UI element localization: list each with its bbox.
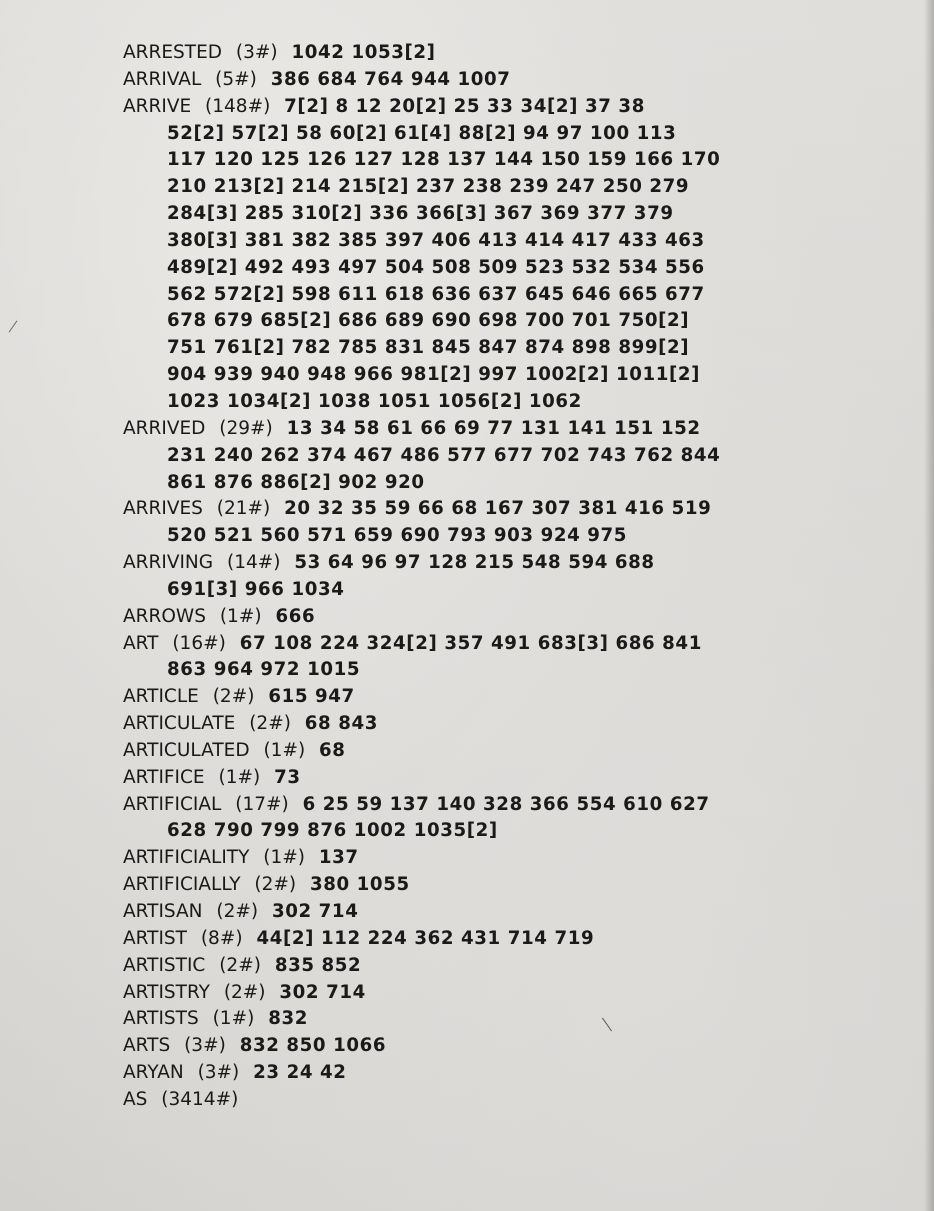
entry-count: (29#) [219, 417, 273, 439]
entry-headword: ARTISTS [123, 1008, 199, 1030]
index-entry [123, 94, 883, 416]
entry-count: (14#) [226, 552, 281, 574]
entry-first-line [123, 67, 883, 94]
entry-continuation-line [123, 443, 883, 470]
index-entry [123, 416, 883, 497]
entry-page-refs: 210 213[2] 214 215[2] 237 238 239 247 250 279 [167, 176, 690, 198]
entry-headword: ARTISAN [123, 901, 203, 922]
entry-count: (148#) [205, 95, 271, 117]
entry-count: (1#) [263, 847, 306, 869]
entry-page-refs: 904 939 940 948 966 981[2] 997 1002[2] 1011[2] [167, 364, 701, 386]
entry-first-line [123, 1087, 883, 1114]
entry-first-line [123, 604, 883, 631]
entry-headword: ARRIVING [123, 552, 214, 574]
entry-headword: AS [123, 1088, 148, 1110]
entry-first-line [123, 738, 883, 765]
entry-page-refs: 53 64 96 97 128 215 548 594 688 [294, 552, 655, 574]
entry-page-refs: 20 32 35 59 66 68 167 307 381 416 519 [284, 498, 712, 520]
entry-headword: ARRIVAL [123, 68, 202, 90]
index-entry [123, 67, 883, 94]
entry-page-refs: 67 108 224 324[2] 357 491 683[3] 686 841 [239, 632, 702, 654]
entry-first-line [123, 926, 883, 953]
index-entry [123, 845, 883, 872]
entry-page-refs: 231 240 262 374 467 486 577 677 702 743 762 844 [167, 444, 721, 466]
entry-headword: ARTIST [123, 927, 187, 949]
entry-count: (5#) [215, 68, 257, 90]
entry-headword: ARTIFICIALLY [123, 874, 241, 896]
entry-page-refs: 380 1055 [309, 874, 410, 896]
entry-headword: ARRIVES [123, 498, 203, 520]
entry-continuation-line [123, 147, 883, 174]
entry-continuation-line [123, 335, 883, 362]
entry-page-refs: 117 120 125 126 127 128 137 144 150 159 166 170 [167, 149, 721, 171]
entry-headword: ARROWS [123, 605, 206, 627]
pencil-mark [9, 320, 18, 332]
entry-page-refs: 137 [318, 847, 359, 869]
entry-page-refs: 73 [274, 766, 301, 788]
entry-first-line [123, 845, 883, 872]
entry-first-line [123, 792, 883, 819]
entry-page-refs: 68 843 [304, 713, 379, 735]
entry-page-refs: 562 572[2] 598 611 618 636 637 645 646 665 677 [167, 283, 705, 305]
entry-first-line [123, 1033, 883, 1060]
index-entry [123, 711, 883, 738]
entry-first-line [123, 711, 883, 738]
index-entry [123, 792, 883, 846]
entry-headword: ARTISTRY [123, 981, 210, 1003]
entry-continuation-line [123, 308, 883, 335]
word-index-list [123, 40, 883, 1114]
entry-continuation-line [123, 201, 883, 228]
entry-count: (8#) [200, 927, 243, 949]
entry-headword: ARTIFICIAL [123, 793, 222, 815]
entry-headword: ARTICULATED [123, 739, 250, 761]
entry-headword: ARRIVED [123, 417, 206, 439]
entry-count: (1#) [218, 766, 261, 788]
entry-headword: ARTISTIC [123, 954, 206, 976]
index-entry [123, 604, 883, 631]
entry-continuation-line [123, 523, 883, 550]
entry-continuation-line [123, 255, 883, 282]
entry-first-line [123, 94, 883, 121]
entry-count: (3#) [235, 42, 278, 63]
entry-page-refs: 23 24 42 [253, 1062, 347, 1084]
entry-page-refs: 666 [275, 605, 316, 627]
index-entry [123, 1087, 883, 1114]
entry-page-refs: 6 25 59 137 140 328 366 554 610 627 [302, 793, 710, 815]
entry-headword: ARTS [123, 1035, 171, 1057]
entry-first-line [123, 872, 883, 899]
entry-continuation-line [123, 121, 883, 148]
entry-count: (2#) [223, 981, 266, 1003]
index-entry [123, 953, 883, 980]
entry-headword: ARTIFICIALITY [123, 847, 250, 869]
entry-first-line [123, 631, 883, 658]
entry-continuation-line [123, 470, 883, 497]
entry-continuation-line [123, 362, 883, 389]
index-entry [123, 738, 883, 765]
entry-headword: ARRESTED [123, 42, 223, 63]
entry-page-refs: 615 947 [268, 686, 355, 708]
index-entry [123, 899, 883, 926]
entry-continuation-line [123, 389, 883, 416]
index-entry [123, 496, 883, 550]
entry-count: (3414#) [161, 1088, 239, 1110]
entry-page-refs: 835 852 [274, 954, 362, 976]
entry-first-line [123, 899, 883, 926]
entry-count: (2#) [216, 901, 259, 922]
entry-count: (2#) [219, 954, 261, 976]
index-entry [123, 926, 883, 953]
page-edge-shadow [924, 0, 934, 1211]
entry-first-line [123, 684, 883, 711]
entry-headword: ARTICLE [123, 686, 199, 708]
entry-count: (1#) [263, 739, 306, 761]
index-entry [123, 872, 883, 899]
entry-count: (17#) [235, 793, 289, 815]
index-entry [123, 980, 883, 1007]
index-entry [123, 684, 883, 711]
entry-headword: ARTIFICE [123, 766, 205, 788]
entry-count: (16#) [172, 632, 226, 654]
entry-continuation-line [123, 174, 883, 201]
entry-count: (3#) [184, 1035, 226, 1057]
entry-count: (2#) [212, 686, 255, 708]
entry-headword: ARTICULATE [123, 713, 236, 735]
entry-headword: ARRIVE [123, 95, 192, 117]
entry-page-refs: 13 34 58 61 66 69 77 131 141 151 152 [286, 417, 701, 439]
entry-continuation-line [123, 818, 883, 845]
entry-page-refs: 1023 1034[2] 1038 1051 1056[2] 1062 [167, 390, 582, 412]
index-entry [123, 40, 883, 67]
entry-page-refs: 302 714 [279, 981, 366, 1003]
entry-first-line [123, 40, 883, 67]
entry-first-line [123, 980, 883, 1007]
index-entry [123, 550, 883, 604]
entry-first-line [123, 1006, 883, 1033]
entry-first-line [123, 550, 883, 577]
index-entry [123, 631, 883, 685]
entry-count: (2#) [254, 874, 297, 896]
entry-page-refs: 489[2] 492 493 497 504 508 509 523 532 534 556 [167, 256, 705, 278]
entry-page-refs: 44[2] 112 224 362 431 714 719 [256, 927, 595, 949]
entry-first-line [123, 496, 883, 523]
index-entry [123, 765, 883, 792]
entry-page-refs: 1042 1053[2] [291, 42, 436, 63]
entry-count: (1#) [212, 1008, 255, 1030]
entry-continuation-line [123, 282, 883, 309]
index-entry [123, 1033, 883, 1060]
entry-count: (2#) [249, 713, 291, 735]
index-entry [123, 1060, 883, 1087]
entry-page-refs: 7[2] 8 12 20[2] 25 33 34[2] 37 38 [284, 95, 645, 117]
entry-page-refs: 628 790 799 876 1002 1035[2] [167, 820, 498, 842]
entry-page-refs: 861 876 886[2] 902 920 [167, 471, 425, 493]
entry-page-refs: 520 521 560 571 659 690 793 903 924 975 [167, 525, 628, 547]
entry-page-refs: 832 850 1066 [239, 1035, 387, 1057]
entry-headword: ART [123, 632, 159, 654]
entry-page-refs: 302 714 [271, 901, 359, 922]
entry-page-refs: 386 684 764 944 1007 [270, 68, 511, 90]
entry-continuation-line [123, 577, 883, 604]
entry-headword: ARYAN [123, 1062, 184, 1084]
entry-page-refs: 284[3] 285 310[2] 336 366[3] 367 369 377 379 [167, 203, 674, 225]
entry-continuation-line [123, 228, 883, 255]
entry-page-refs: 691[3] 966 1034 [167, 578, 345, 600]
entry-first-line [123, 1060, 883, 1087]
entry-first-line [123, 765, 883, 792]
entry-count: (21#) [216, 498, 271, 520]
entry-count: (3#) [197, 1062, 240, 1084]
entry-page-refs: 52[2] 57[2] 58 60[2] 61[4] 88[2] 94 97 100 113 [167, 122, 677, 144]
entry-page-refs: 678 679 685[2] 686 689 690 698 700 701 750[2] [167, 310, 690, 332]
entry-page-refs: 863 964 972 1015 [167, 659, 361, 681]
entry-first-line [123, 953, 883, 980]
index-entry [123, 1006, 883, 1033]
entry-page-refs: 832 [268, 1008, 308, 1030]
entry-page-refs: 68 [319, 739, 346, 761]
entry-first-line [123, 416, 883, 443]
entry-page-refs: 751 761[2] 782 785 831 845 847 874 898 899[2] [167, 337, 690, 359]
entry-page-refs: 380[3] 381 382 385 397 406 413 414 417 433 463 [167, 229, 705, 251]
entry-count: (1#) [219, 605, 262, 627]
entry-continuation-line [123, 657, 883, 684]
